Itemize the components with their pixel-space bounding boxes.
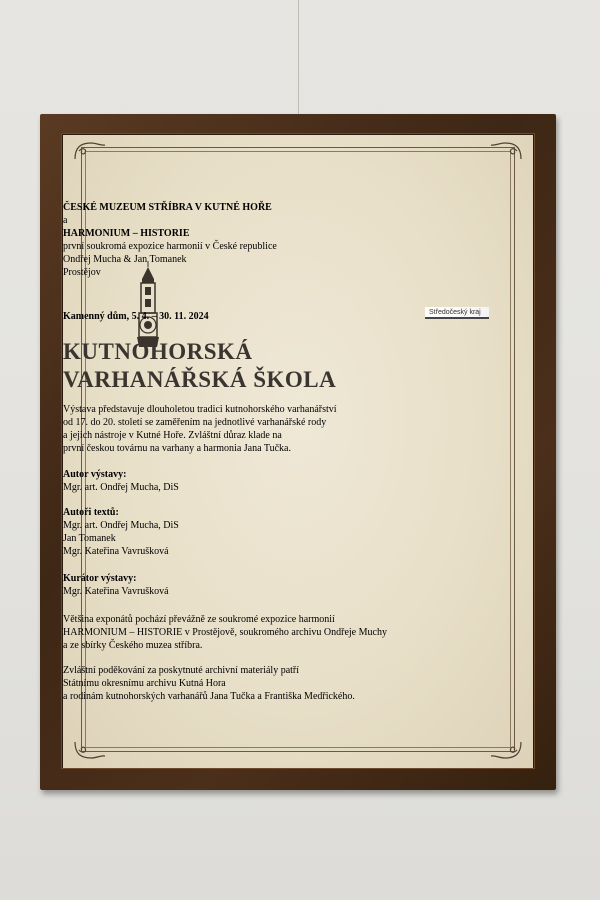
text-authors-heading: Autoři textů:	[63, 507, 119, 518]
author-heading: Autor výstavy:	[63, 469, 127, 480]
corner-ornament-icon	[489, 141, 523, 161]
partner-people: Ondřej Mucha & Jan Tomanek	[63, 254, 187, 265]
partner-name: HARMONIUM – HISTORIE	[63, 228, 190, 239]
intro-line: první českou továrnu na varhany a harmonia Jana Tučka.	[63, 443, 291, 454]
exhibits-line: Většina exponátů pochází převážně ze soukromé expozice harmonií	[63, 614, 335, 625]
text-author-name: Mgr. Kateřina Vavrušková	[63, 546, 169, 557]
venue-dates: Kamenný dům, 5. 4. – 30. 11. 2024	[63, 311, 209, 322]
header-conjunction: a	[63, 215, 68, 226]
thanks-line: Zvláštní poděkování za poskytnuté archivní materiály patří	[63, 665, 300, 676]
intro-line: Výstava představuje dlouholetou tradici kutnohorského varhanářství	[63, 404, 337, 415]
title-line-2: VARHANÁŘSKÁ ŠKOLA	[63, 367, 337, 392]
museum-name: ČESKÉ MUZEUM STŘÍBRA V KUTNÉ HOŘE	[63, 202, 272, 213]
exhibits-paragraph	[63, 613, 533, 652]
region-badge: Středočeský kraj	[425, 307, 489, 319]
title-line-1: KUTNOHORSKÁ	[63, 339, 253, 364]
corner-ornament-icon	[489, 740, 523, 760]
corner-ornament-icon	[73, 740, 107, 760]
partner-city: Prostějov	[63, 267, 101, 278]
author-name: Mgr. art. Ondřej Mucha, DiS	[63, 482, 179, 493]
thanks-line: Státnímu okresnímu archivu Kutná Hora	[63, 678, 226, 689]
exhibits-line: a ze sbírky Českého muzea stříbra.	[63, 640, 203, 651]
text-authors-section	[63, 506, 533, 558]
curator-section	[63, 572, 533, 598]
partner-description: první soukromá expozice harmonií v České republice	[63, 241, 277, 252]
exhibition-poster	[63, 135, 533, 768]
thanks-paragraph	[63, 664, 533, 703]
intro-paragraph	[63, 403, 533, 455]
text-author-name: Mgr. art. Ondřej Mucha, DiS	[63, 520, 179, 531]
intro-line: od 17. do 20. století se zaměřením na jednotlivé varhanářské rody	[63, 417, 327, 428]
thanks-line: a rodinám kutnohorských varhanářů Jana Tučka a Františka Medřického.	[63, 691, 355, 702]
picture-frame	[40, 114, 556, 790]
author-section	[63, 468, 533, 494]
curator-name: Mgr. Kateřina Vavrušková	[63, 586, 169, 597]
hanging-wire	[298, 0, 299, 118]
intro-line: a jejich nástroje v Kutné Hoře. Zvláštní důraz klade na	[63, 430, 282, 441]
text-author-name: Jan Tomanek	[63, 533, 116, 544]
exhibits-line: HARMONIUM – HISTORIE v Prostějově, soukromého archivu Ondřeje Muchy	[63, 627, 387, 638]
exhibition-title	[63, 338, 533, 394]
corner-ornament-icon	[73, 141, 107, 161]
curator-heading: Kurátor výstavy:	[63, 573, 137, 584]
